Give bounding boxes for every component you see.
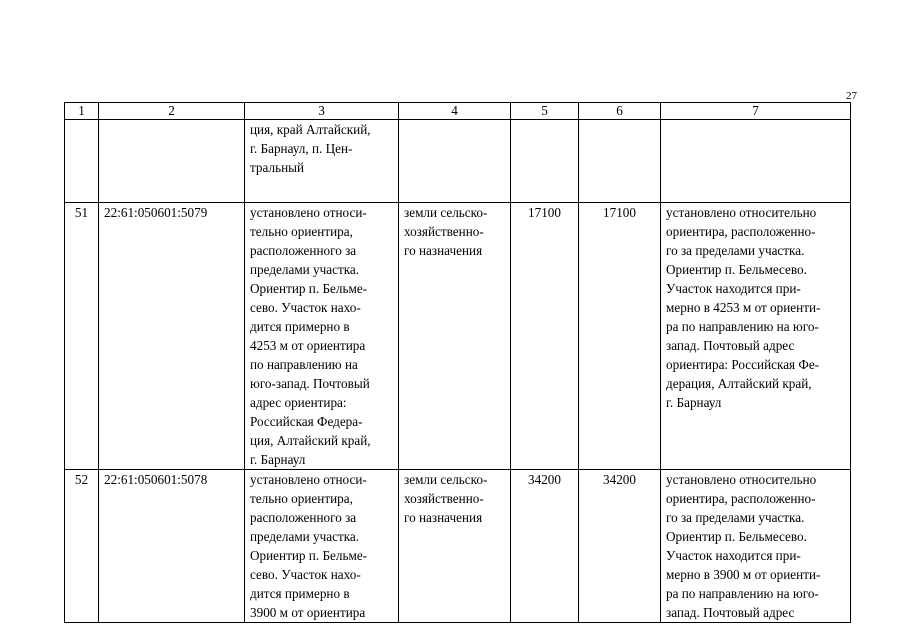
empty-cell [65, 120, 99, 203]
note-cell: установлено относительно ориентира, расположенно- го за пределами участка. Ориентир п. Бельмесево. Участок находится при- мерно в 4253 м от ориенти- ра по направлению на юго- запад. Почтовый адрес ориентира: Российская Фе- дерация, Алтайский край, г. Барнаул [661, 203, 851, 470]
header-cell: 7 [661, 103, 851, 120]
table-row [65, 203, 851, 470]
location-cell: установлено относи- тельно ориентира, расположенного за пределами участка. Ориентир п. Бельме- сево. Участок нахо- дится примерно в 3900 м от ориентира [245, 470, 399, 623]
location-cell: ция, край Алтайский, г. Барнаул, п. Цен- тральный [245, 120, 399, 203]
cadastral-number-cell: 22:61:050601:5079 [99, 203, 245, 470]
header-cell: 4 [399, 103, 511, 120]
empty-cell [579, 120, 661, 203]
empty-cell [511, 120, 579, 203]
column-number-header-row [65, 103, 851, 120]
land-category-cell: земли сельско- хозяйственно- го назначения [399, 470, 511, 623]
note-cell: установлено относительно ориентира, расположенно- го за пределами участка. Ориентир п. Бельмесево. Участок находится при- мерно в 3900 м от ориенти- ра по направлению на юго- запад. Почтовый адрес [661, 470, 851, 623]
continuation-row [65, 120, 851, 203]
location-cell: установлено относи- тельно ориентира, расположенного за пределами участка. Ориентир п. Бельме- сево. Участок нахо- дится примерно в 4253 м от ориентира по направлению на юго-запад. Почтовый адрес ориентира: Российская Федера- ция, Алтайский край, г. Барнаул [245, 203, 399, 470]
empty-cell [99, 120, 245, 203]
empty-cell [661, 120, 851, 203]
header-cell: 1 [65, 103, 99, 120]
row-number-cell: 52 [65, 470, 99, 623]
header-cell: 2 [99, 103, 245, 120]
header-cell: 6 [579, 103, 661, 120]
header-cell: 3 [245, 103, 399, 120]
land-category-cell: земли сельско- хозяйственно- го назначения [399, 203, 511, 470]
table-row [65, 470, 851, 623]
area-cell: 34200 [579, 470, 661, 623]
land-register-table [64, 102, 851, 623]
page-number: 27 [846, 90, 857, 102]
empty-cell [399, 120, 511, 203]
cadastral-number-cell: 22:61:050601:5078 [99, 470, 245, 623]
area-cell: 34200 [511, 470, 579, 623]
header-cell: 5 [511, 103, 579, 120]
area-cell: 17100 [579, 203, 661, 470]
row-number-cell: 51 [65, 203, 99, 470]
area-cell: 17100 [511, 203, 579, 470]
